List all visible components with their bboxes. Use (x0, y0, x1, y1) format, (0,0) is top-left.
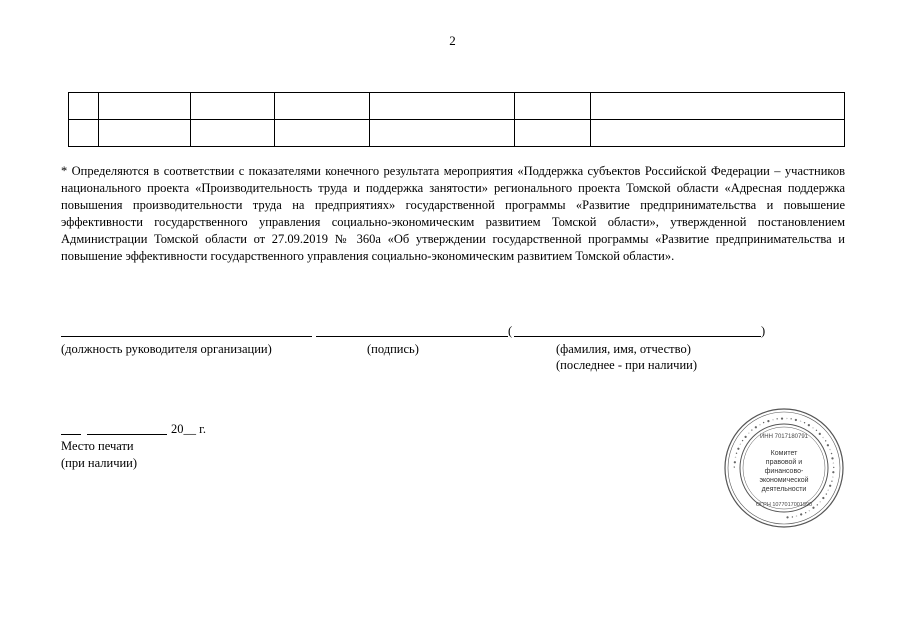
signature-label: (подпись) (367, 342, 419, 356)
table-cell (191, 93, 275, 120)
table-cell (99, 120, 191, 147)
table-cell (275, 93, 370, 120)
footnote-text: * Определяются в соответствии с показателями конечного результата мероприятия «Поддержка субъектов Российской (61, 164, 707, 178)
table-cell (69, 120, 99, 147)
name-line (514, 336, 761, 337)
footnote (61, 163, 845, 265)
table-cell (515, 120, 591, 147)
seal-label: Место печати (61, 439, 134, 453)
table-cell (591, 93, 845, 120)
name-note: (последнее - при наличии) (556, 358, 697, 372)
table-cell (69, 93, 99, 120)
stamp-inn: ИНН 7017180791 (759, 434, 809, 440)
footnote-text: Томской области «Адресная поддержка повышения производительности труда на предприятиях» государственной программы (61, 181, 846, 212)
month-line (87, 434, 167, 435)
page-number: 2 (449, 33, 456, 48)
day-line (61, 434, 81, 435)
table-row (69, 93, 845, 120)
table-cell (370, 93, 515, 120)
stamp-text: экономической (759, 477, 809, 484)
position-label: (должность руководителя организации) (61, 342, 272, 356)
stamp-ogrn: ОГРН 1077017001990 (755, 502, 813, 508)
table-row (69, 120, 845, 147)
position-line (61, 336, 312, 337)
stamp-text: правовой и (765, 459, 803, 466)
table-cell (591, 120, 845, 147)
seal-note: (при наличии) (61, 456, 138, 470)
footnote-text: Томской области», утвержденной постановлением Администрации Томской области от 27.09.2019 № 360а «Об утверждении (61, 215, 846, 246)
footnote-text: государственной программы «Развитие предпринимательства и повышение эффективности государственного управления (61, 232, 845, 263)
stamp-text: финансово- (764, 468, 804, 475)
table-cell (275, 120, 370, 147)
footnote-text: социально-экономическим развитием Томской области». (371, 249, 675, 263)
data-table (68, 92, 845, 147)
footnote-text: Федерации – участников национального проекта «Производительность труда и поддержка занятости» регионального проекта (61, 164, 845, 195)
table-cell (99, 93, 191, 120)
organization-seal (723, 407, 845, 529)
svg-text:• ● ◦ • ● ◦ • ● ◦ • ● ◦ • ● ◦: • ● ◦ • ● ◦ • ● ◦ • ● ◦ • ● ◦ • ● ◦ • ● ◦ • ● ◦ • ● ◦ • ● ◦ • ● ◦ • ● ◦ • ● ◦ • ● ◦ • ● ◦ • ● ◦ • ● (731, 415, 837, 521)
footnote-text: «Развитие предпринимательства и повышение эффективности государственного управления социально-экономическим развитием (61, 198, 846, 229)
table-cell (191, 120, 275, 147)
signature-line (316, 336, 508, 337)
stamp-text: Комитет (770, 450, 798, 457)
table-cell (515, 93, 591, 120)
close-paren: ) (761, 324, 766, 338)
name-label: (фамилия, имя, отчество) (556, 342, 691, 356)
table-cell (370, 120, 515, 147)
year-text: 20__ г. (171, 422, 206, 436)
open-paren: ( (508, 324, 513, 338)
stamp-text: деятельности (761, 486, 807, 493)
